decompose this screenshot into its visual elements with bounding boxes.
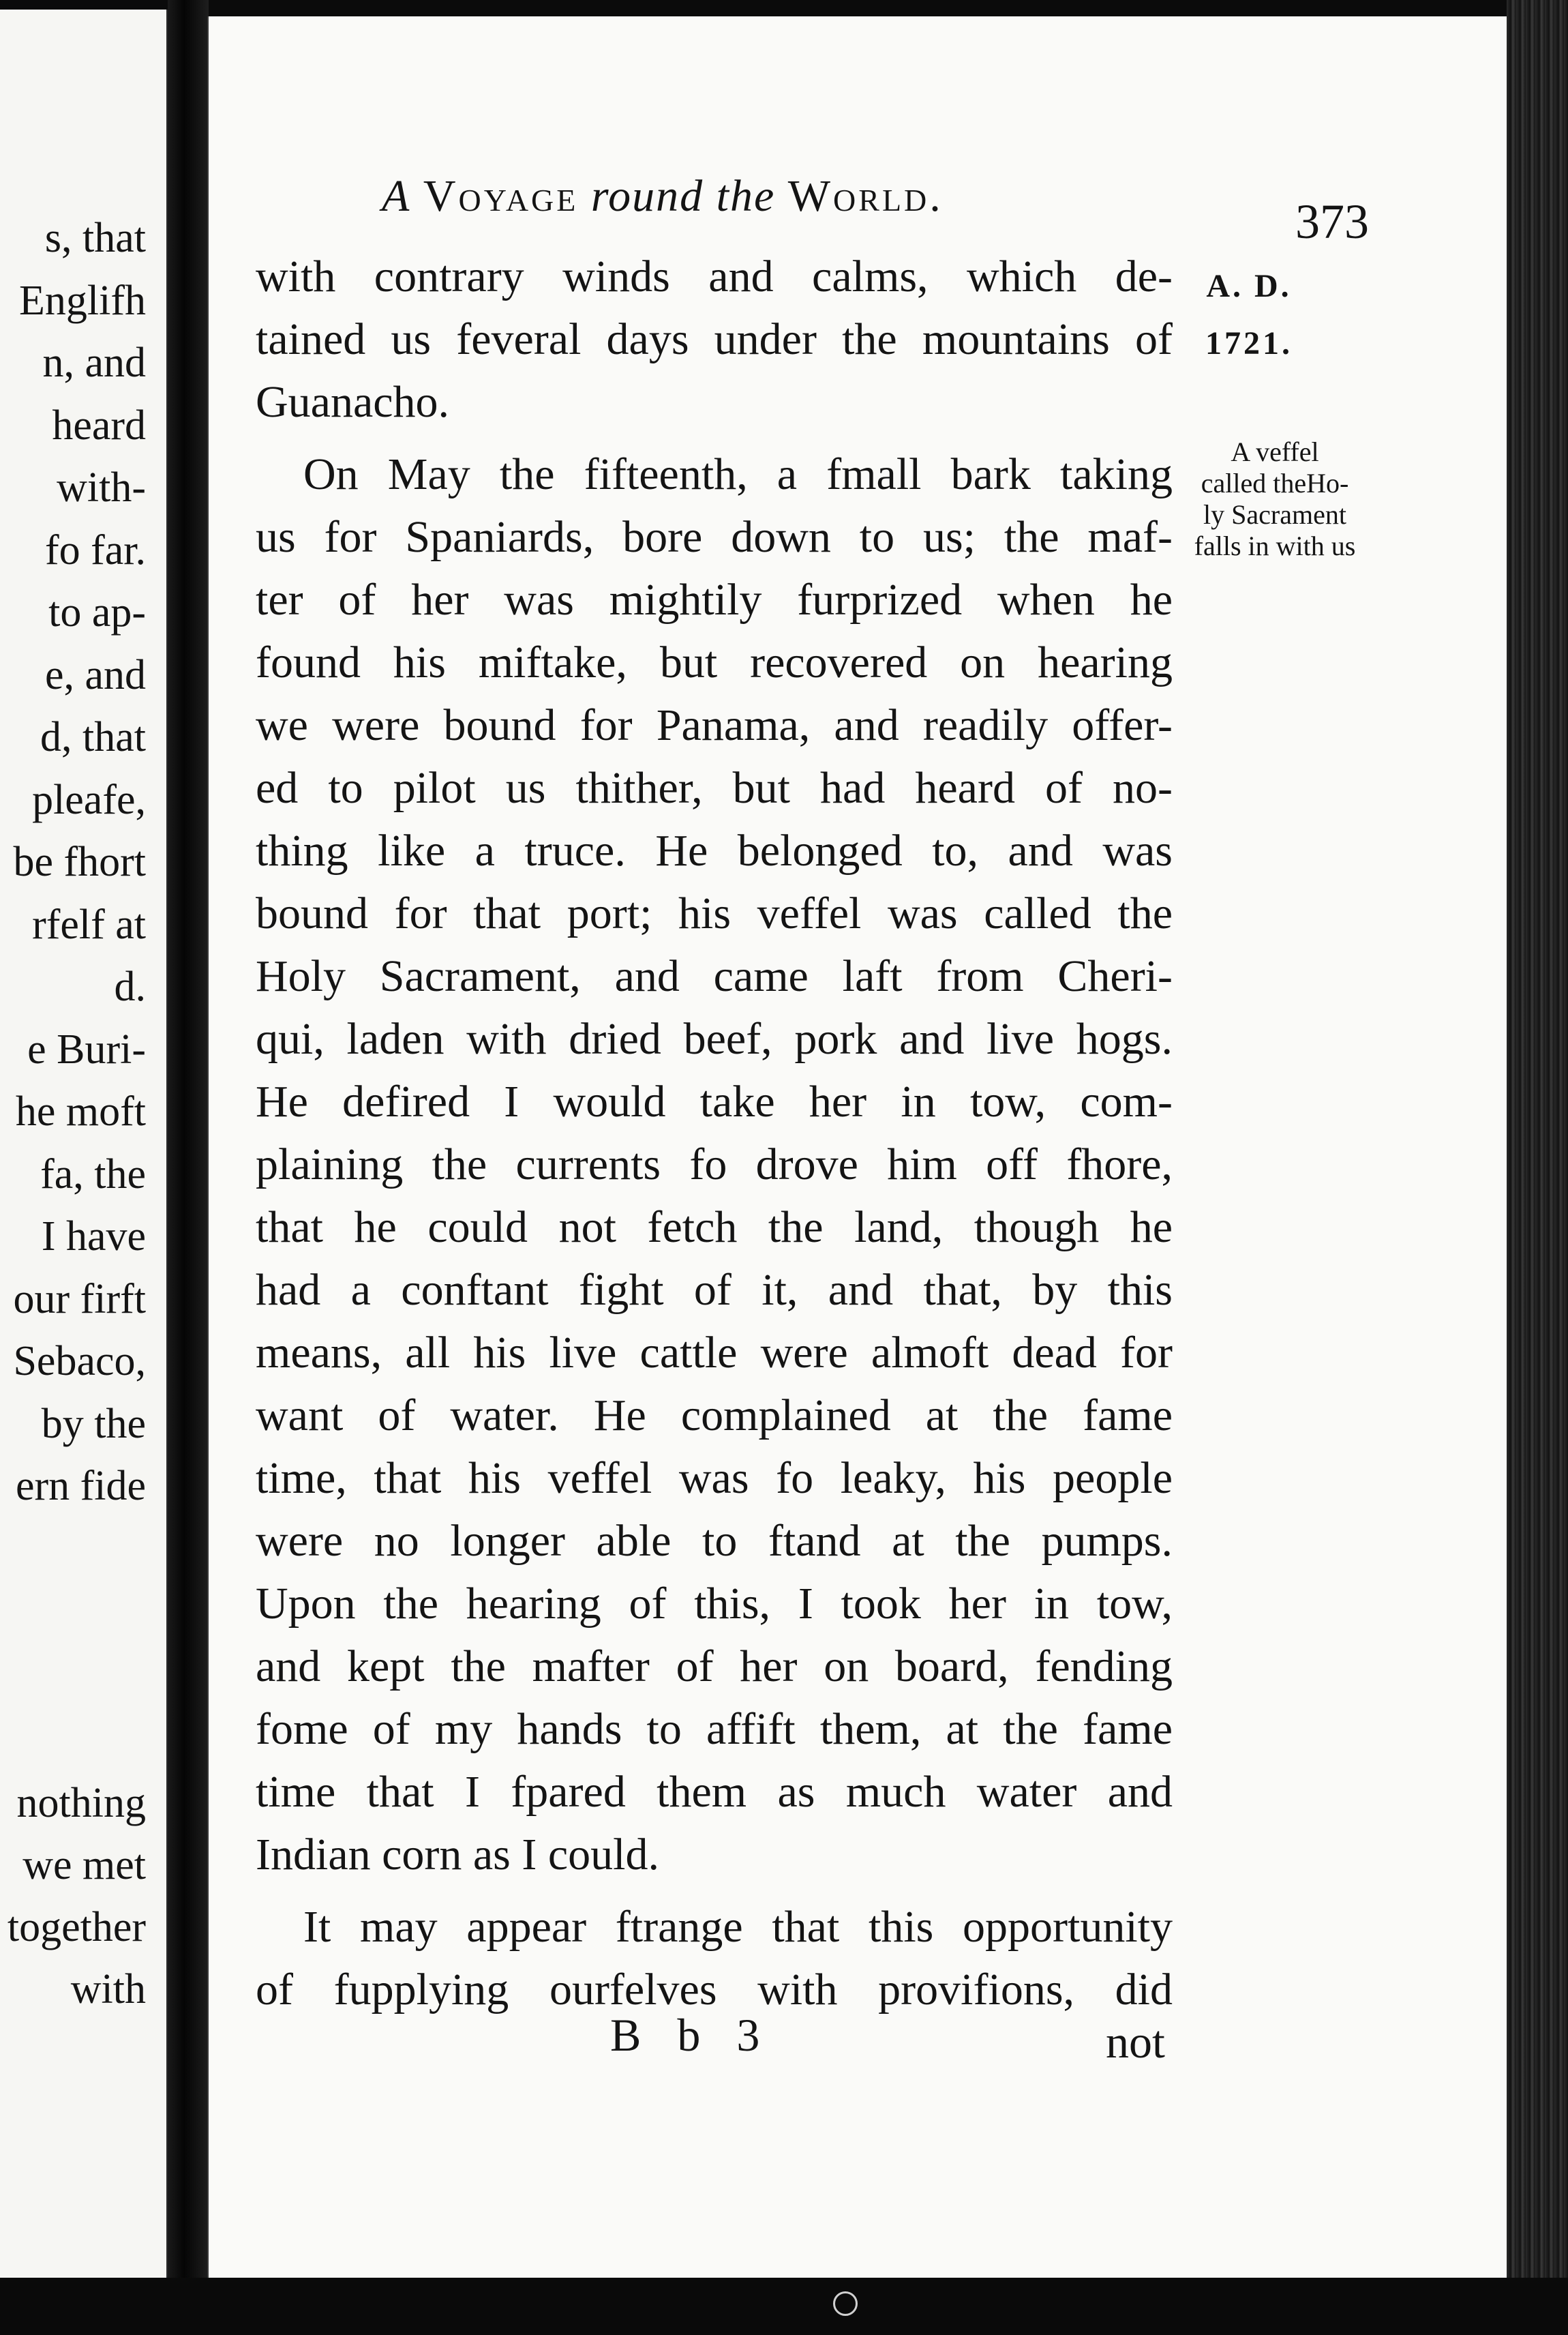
text-line: had a conftant fight of it, and that, by this — [256, 1265, 1173, 1315]
text-line: He defired I would take her in tow, com- — [256, 1077, 1173, 1127]
paragraph — [256, 443, 1173, 1886]
left-page-line: he moft — [15, 1088, 146, 1135]
text-line: with contrary winds and calms, which de- — [256, 252, 1173, 301]
left-page-text-bottom — [7, 1772, 146, 2021]
left-page-line: our firft — [13, 1275, 146, 1322]
text-line: bound for that port; his veffel was called the — [256, 889, 1173, 938]
left-page-line: with- — [57, 464, 146, 511]
text-line: tained us feveral days under the mountains of — [256, 314, 1173, 364]
book-gutter — [168, 0, 209, 2335]
running-head-round-the: round the — [590, 171, 776, 221]
text-line: want of water. He complained at the fame — [256, 1390, 1173, 1440]
running-head-voyage: Voyage — [423, 171, 579, 221]
signature-mark: B b 3 — [610, 2009, 772, 2061]
left-page-line: with — [70, 1966, 146, 2012]
left-page-line: d. — [114, 964, 146, 1010]
text-line: we were bound for Panama, and readily offer- — [256, 700, 1173, 750]
body-text — [256, 246, 1173, 2031]
left-page-text-top — [13, 207, 146, 1518]
margin-year — [1205, 258, 1293, 372]
left-page-line: be fhort — [13, 839, 146, 885]
left-page-line: fa, the — [40, 1150, 146, 1198]
left-page-line: ern fide — [15, 1463, 146, 1509]
text-line: of fupplying ourfelves with provifions, did — [256, 1965, 1173, 2014]
page-number: 373 — [1295, 194, 1369, 249]
left-page-line: n, and — [42, 340, 146, 386]
sidenote-line: A veffel — [1231, 436, 1319, 467]
left-page-line: nothing — [16, 1780, 146, 1826]
sidenote-line: falls in with us — [1194, 531, 1356, 561]
left-page-line: by the — [41, 1400, 146, 1447]
library-stamp-icon — [833, 2291, 858, 2316]
catchword: not — [1106, 2016, 1165, 2068]
paragraph — [256, 1896, 1173, 2021]
left-page-line: I have — [41, 1213, 146, 1260]
text-line: It may appear ftrange that this opportunity — [303, 1902, 1173, 1952]
text-line: time that I fpared them as much water and — [256, 1767, 1173, 1817]
text-line: Holy Sacrament, and came laft from Cheri- — [256, 951, 1173, 1001]
left-page-line: Englifh — [19, 277, 146, 324]
margin-year-value: 1721. — [1205, 325, 1293, 361]
left-page-line: s, that — [44, 215, 146, 261]
text-line: Guanacho. — [256, 377, 450, 427]
page-edges — [1507, 0, 1568, 2335]
left-page-line: d, that — [40, 714, 146, 760]
left-page-line: we met — [22, 1842, 146, 1888]
text-line: ed to pilot us thither, but had heard of no- — [256, 763, 1173, 813]
text-line: found his miftake, but recovered on hearing — [256, 638, 1173, 687]
left-page-line: to ap- — [48, 589, 146, 636]
text-line: time, that his veffel was fo leaky, his people — [256, 1453, 1173, 1503]
left-page — [0, 10, 168, 2280]
text-line: us for Spaniards, bore down to us; the maf- — [256, 512, 1173, 562]
text-line: Indian corn as I could. — [256, 1830, 659, 1879]
left-page-line: fo far. — [44, 526, 146, 574]
text-line: and kept the mafter of her on board, fending — [256, 1641, 1173, 1691]
sidenote-line: called theHo- — [1201, 468, 1349, 499]
scan-border — [0, 2278, 1568, 2335]
text-line: Upon the hearing of this, I took her in tow, — [256, 1579, 1173, 1628]
text-line: plaining the currents fo drove him off fhore, — [256, 1140, 1173, 1189]
left-page-line: pleafe, — [32, 776, 146, 823]
text-line: qui, laden with dried beef, pork and live hogs. — [256, 1014, 1173, 1064]
sidenote-line: ly Sacrament — [1203, 499, 1346, 530]
text-line: that he could not fetch the land, though he — [256, 1202, 1173, 1252]
text-line: On May the fifteenth, a fmall bark taking — [303, 449, 1173, 499]
text-line: means, all his live cattle were almoft dead for — [256, 1328, 1173, 1378]
text-line: thing like a truce. He belonged to, and was — [256, 826, 1173, 876]
text-line: were no longer able to ftand at the pumps. — [256, 1516, 1173, 1566]
left-page-line: Sebaco, — [13, 1338, 146, 1384]
left-page-line: heard — [52, 402, 146, 449]
running-head — [382, 170, 944, 222]
left-page-line: rfelf at — [32, 901, 146, 948]
paragraph — [256, 246, 1173, 434]
margin-sidenote — [1173, 436, 1377, 562]
left-page-line: together — [7, 1904, 146, 1950]
left-page-line: e Buri- — [27, 1026, 146, 1073]
text-line: fome of my hands to affift them, at the fame — [256, 1704, 1173, 1754]
running-head-world: World. — [787, 171, 944, 221]
text-line: ter of her was mightily furprized when he — [256, 575, 1173, 625]
running-head-article: A — [382, 171, 411, 221]
margin-year-label: A. D. — [1206, 268, 1292, 304]
left-page-line: e, and — [44, 651, 146, 698]
